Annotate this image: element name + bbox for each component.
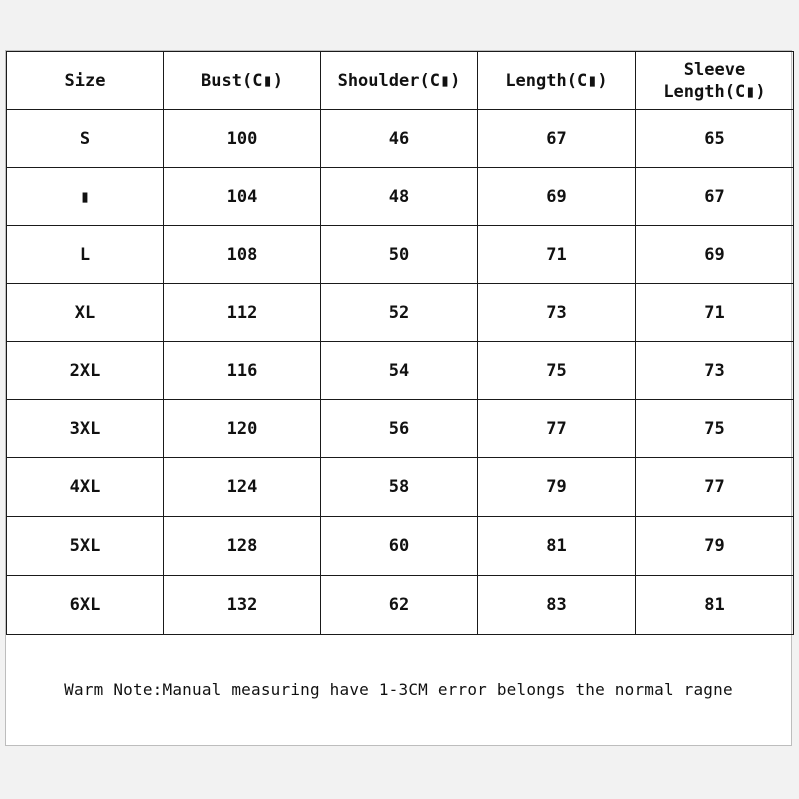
header-size: Size [7, 52, 164, 110]
table-row [7, 110, 794, 168]
shoulder-cell: 48 [321, 168, 478, 226]
bust-cell: 108 [164, 226, 321, 284]
table-row [7, 576, 794, 635]
table-row [7, 168, 794, 226]
table-row [7, 226, 794, 284]
shoulder-cell: 52 [321, 284, 478, 342]
shoulder-cell: 60 [321, 517, 478, 576]
size-chart-table [6, 51, 794, 635]
bust-cell: 128 [164, 517, 321, 576]
bust-cell: 116 [164, 342, 321, 400]
shoulder-cell: 46 [321, 110, 478, 168]
shoulder-cell: 56 [321, 400, 478, 458]
size-cell: ▮ [7, 168, 164, 226]
sleeve-length-cell: 77 [636, 458, 794, 517]
size-cell: S [7, 110, 164, 168]
bust-cell: 104 [164, 168, 321, 226]
size-cell: 6XL [7, 576, 164, 635]
size-cell: 2XL [7, 342, 164, 400]
sleeve-length-cell: 75 [636, 400, 794, 458]
table-row [7, 342, 794, 400]
sleeve-length-cell: 73 [636, 342, 794, 400]
bust-cell: 112 [164, 284, 321, 342]
table-row [7, 458, 794, 517]
length-cell: 67 [478, 110, 636, 168]
size-cell: 3XL [7, 400, 164, 458]
size-cell: 4XL [7, 458, 164, 517]
bust-cell: 132 [164, 576, 321, 635]
header-sleeve-length: Sleeve Length(C▮) [636, 52, 794, 110]
table-row [7, 400, 794, 458]
note-box [6, 634, 791, 745]
shoulder-cell: 54 [321, 342, 478, 400]
header-bust: Bust(C▮) [164, 52, 321, 110]
length-cell: 79 [478, 458, 636, 517]
size-cell: XL [7, 284, 164, 342]
length-cell: 77 [478, 400, 636, 458]
length-cell: 69 [478, 168, 636, 226]
length-cell: 83 [478, 576, 636, 635]
size-cell: 5XL [7, 517, 164, 576]
length-cell: 71 [478, 226, 636, 284]
table-row [7, 284, 794, 342]
header-row [7, 52, 794, 110]
bust-cell: 124 [164, 458, 321, 517]
size-cell: L [7, 226, 164, 284]
sleeve-length-cell: 81 [636, 576, 794, 635]
header-length: Length(C▮) [478, 52, 636, 110]
bust-cell: 100 [164, 110, 321, 168]
sleeve-length-cell: 71 [636, 284, 794, 342]
warm-note: Warm Note:Manual measuring have 1-3CM error belongs the normal ragne [64, 680, 733, 699]
header-shoulder: Shoulder(C▮) [321, 52, 478, 110]
size-chart-sheet [5, 50, 792, 746]
length-cell: 73 [478, 284, 636, 342]
length-cell: 75 [478, 342, 636, 400]
bust-cell: 120 [164, 400, 321, 458]
sleeve-length-cell: 65 [636, 110, 794, 168]
sleeve-length-cell: 79 [636, 517, 794, 576]
sleeve-length-cell: 69 [636, 226, 794, 284]
shoulder-cell: 58 [321, 458, 478, 517]
shoulder-cell: 62 [321, 576, 478, 635]
table-row [7, 517, 794, 576]
sleeve-length-cell: 67 [636, 168, 794, 226]
shoulder-cell: 50 [321, 226, 478, 284]
length-cell: 81 [478, 517, 636, 576]
